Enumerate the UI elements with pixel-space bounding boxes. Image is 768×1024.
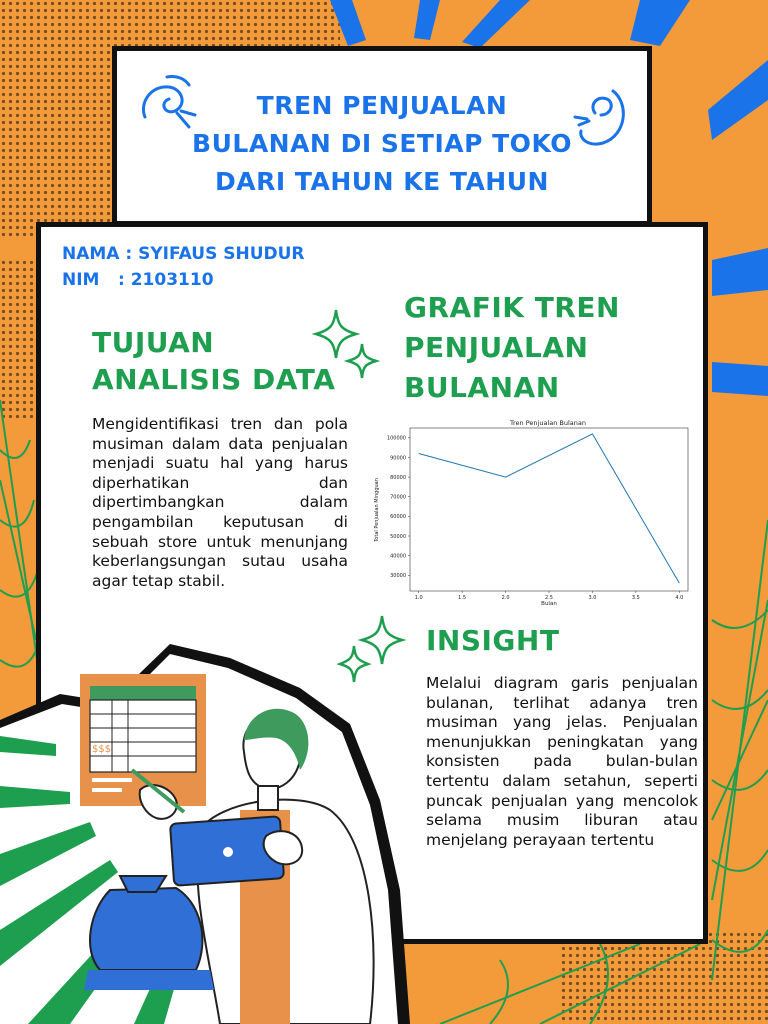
grafik-heading	[404, 288, 620, 408]
sales-trend-chart	[372, 416, 692, 608]
x-tick-label: 1.0	[414, 595, 423, 601]
grafik-heading-line-2: PENJUALAN	[404, 331, 589, 364]
y-tick-label: 50000	[390, 533, 406, 540]
chart-title: Tren Penjualan Bulanan	[509, 419, 587, 427]
author-nim-value: : 2103110	[118, 270, 214, 290]
y-tick-label: 80000	[390, 474, 406, 481]
x-tick-label: 2.0	[501, 595, 510, 601]
title-line-3: DARI TAHUN KE TAHUN	[215, 167, 549, 196]
tujuan-heading	[92, 324, 335, 398]
insight-text: Melalui diagram garis penjualan bulanan, terlihat adanya tren musiman yang jelas. Penjualan menunjukkan peningkatan yang konsisten pada bulan-bulan tertentu dalam setahun, seperti puncak penjualan yang mencolok selama musim liburan atau menjelang perayaan tertentu	[426, 674, 698, 849]
x-tick-label: 3.0	[588, 595, 597, 601]
title-line-2: BULANAN DI SETIAP TOKO	[192, 129, 572, 158]
author-name: NAMA : SYIFAUS SHUDUR	[62, 244, 305, 264]
grafik-heading-line-1: GRAFIK TREN	[404, 291, 620, 324]
title-box	[112, 46, 652, 226]
sparkle-icon	[310, 306, 386, 386]
currency-symbol: $$$	[92, 744, 112, 755]
y-tick-label: 40000	[390, 553, 406, 560]
chart-y-axis-label: Total Penjualan Mingguan	[374, 478, 380, 542]
x-tick-label: 1.5	[458, 595, 467, 601]
title-line-1: TREN PENJUALAN	[256, 91, 508, 120]
x-tick-label: 4.0	[675, 595, 684, 601]
y-tick-label: 100000	[386, 435, 406, 442]
sales-line-series	[419, 434, 680, 583]
money-bag	[90, 888, 202, 970]
y-tick-label: 90000	[390, 455, 406, 462]
tujuan-heading-line-1: TUJUAN	[92, 326, 215, 359]
y-tick-label: 60000	[390, 514, 406, 521]
x-tick-label: 3.5	[631, 595, 640, 601]
insight-heading: INSIGHT	[426, 624, 560, 657]
y-tick-label: 30000	[390, 573, 406, 580]
grafik-heading-line-3: BULANAN	[404, 371, 560, 404]
tujuan-text: Mengidentifikasi tren dan pola musiman dalam data penjualan menjadi suatu hal yang harus diperhatikan dan dipertimbangkan dalam pengambilan keputusan di sebuah store untuk menunjang keberlangsungan sutau usaha agar tetap stabil.	[92, 415, 348, 590]
chart-plot-area	[410, 428, 688, 591]
poster-title	[117, 87, 647, 201]
chart-x-axis-label: Bulan	[541, 601, 557, 607]
y-tick-label: 70000	[390, 494, 406, 501]
tujuan-heading-line-2: ANALISIS DATA	[92, 363, 336, 396]
x-tick-label: 2.5	[545, 595, 553, 601]
analyst-illustration	[0, 640, 430, 1024]
author-nim-label: NIM	[62, 270, 100, 290]
